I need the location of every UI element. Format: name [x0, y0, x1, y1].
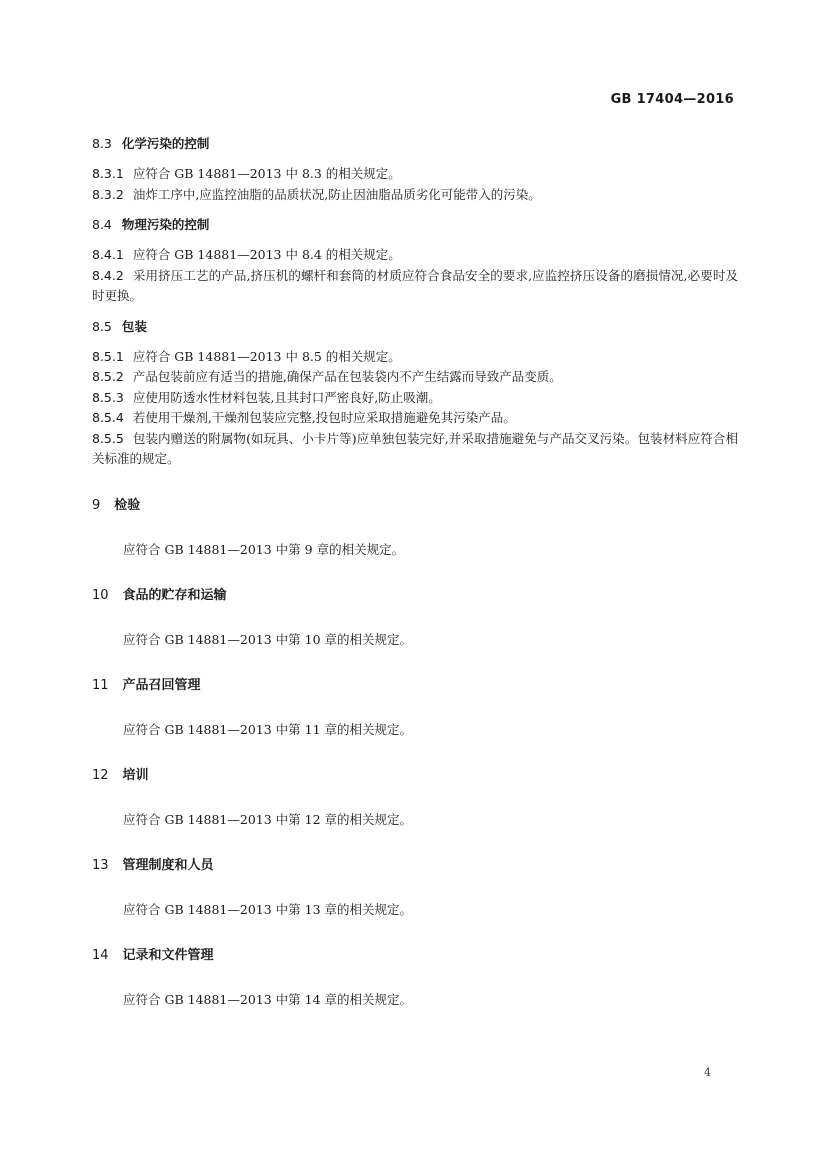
- clause-8-5-2: [92, 367, 738, 388]
- chapter-heading-9: [92, 496, 738, 516]
- clause-number: 8.5.2: [92, 369, 124, 384]
- chapter-heading-11: [92, 676, 738, 696]
- chapter-number: 12: [92, 767, 109, 783]
- clause-8-5-3: [92, 388, 738, 409]
- clause-number: 8.5.5: [92, 430, 124, 446]
- section-title: 物理污染的控制: [121, 217, 210, 232]
- chapter-text-12: 应符合 GB 14881—2013 中第 12 章的相关规定。: [123, 811, 413, 827]
- chapter-text-13: 应符合 GB 14881—2013 中第 13 章的相关规定。: [123, 901, 413, 917]
- clause-text: 若使用干燥剂,干燥剂包装应完整,投包时应采取措施避免其污染产品。: [132, 410, 516, 425]
- clause-number: 8.5.1: [92, 348, 124, 364]
- section-title: 包装: [121, 318, 147, 334]
- chapter-text-9: 应符合 GB 14881—2013 中第 9 章的相关规定。: [123, 541, 405, 557]
- clause-number: 8.4.1: [92, 247, 124, 262]
- clause-number: 8.4.2: [92, 267, 124, 283]
- chapter-heading-13: [92, 856, 738, 876]
- clause-8-5-5: [92, 429, 738, 470]
- chapter-number: 11: [92, 677, 109, 693]
- clause-8-5-1: [92, 347, 738, 368]
- section-title: 化学污染的控制: [121, 136, 210, 151]
- clause-text: 采用挤压工艺的产品,挤压机的螺杆和套筒的材质应符合食品安全的要求,应监控挤压设备的磨损情况,必要时及时更换。: [92, 267, 738, 303]
- chapter-title: 检验: [114, 497, 141, 513]
- clause-text: 油炸工序中,应监控油脂的品质状况,防止因油脂品质劣化可能带入的污染。: [132, 186, 541, 202]
- chapter-number: 13: [92, 857, 109, 873]
- page-number: 4: [704, 1066, 711, 1079]
- chapter-title: 产品召回管理: [122, 677, 201, 693]
- clause-text: 应使用防透水性材料包装,且其封口严密良好,防止吸潮。: [132, 389, 441, 405]
- chapter-text-10: 应符合 GB 14881—2013 中第 10 章的相关规定。: [123, 631, 413, 647]
- chapter-title: 管理制度和人员: [122, 857, 214, 873]
- section-heading-8-4: [92, 215, 738, 235]
- clause-number: 8.5.3: [92, 389, 124, 405]
- clause-8-3-1: [92, 164, 738, 185]
- clause-text: 包装内赠送的附属物(如玩具、小卡片等)应单独包装完好,并采取措施避免与产品交叉污染。包装材料应符合相关标准的规定。: [92, 430, 738, 466]
- section-heading-8-5: [92, 317, 738, 337]
- chapter-title: 食品的贮存和运输: [122, 587, 227, 603]
- clause-8-5-4: [92, 408, 738, 429]
- chapter-heading-14: [92, 946, 738, 966]
- chapter-text-11: 应符合 GB 14881—2013 中第 11 章的相关规定。: [123, 721, 413, 737]
- clause-number: 8.3.2: [92, 186, 124, 202]
- chapter-text-14: 应符合 GB 14881—2013 中第 14 章的相关规定。: [123, 991, 413, 1007]
- chapter-heading-12: [92, 766, 738, 786]
- section-number: 8.5: [92, 318, 112, 334]
- section-heading-8-3: [92, 134, 738, 154]
- clause-8-4-1: [92, 245, 738, 266]
- section-number: 8.3: [92, 136, 112, 151]
- chapter-heading-10: [92, 586, 738, 606]
- clause-text: 应符合 GB 14881—2013 中 8.3 的相关规定。: [132, 166, 401, 181]
- chapter-number: 9: [92, 497, 101, 513]
- chapter-number: 14: [92, 947, 109, 963]
- clause-number: 8.3.1: [92, 166, 124, 181]
- clause-8-3-2: [92, 185, 738, 206]
- clause-text: 应符合 GB 14881—2013 中 8.5 的相关规定。: [132, 348, 401, 364]
- chapter-title: 记录和文件管理: [122, 947, 214, 963]
- section-number: 8.4: [92, 217, 112, 232]
- document-code: GB 17404—2016: [610, 92, 734, 107]
- clause-number: 8.5.4: [92, 410, 124, 425]
- chapter-title: 培训: [122, 767, 149, 783]
- document-body: [92, 134, 738, 1010]
- clause-text: 产品包装前应有适当的措施,确保产品在包装袋内不产生结露而导致产品变质。: [132, 369, 562, 384]
- chapter-number: 10: [92, 587, 109, 603]
- clause-text: 应符合 GB 14881—2013 中 8.4 的相关规定。: [132, 247, 401, 262]
- clause-8-4-2: [92, 266, 738, 307]
